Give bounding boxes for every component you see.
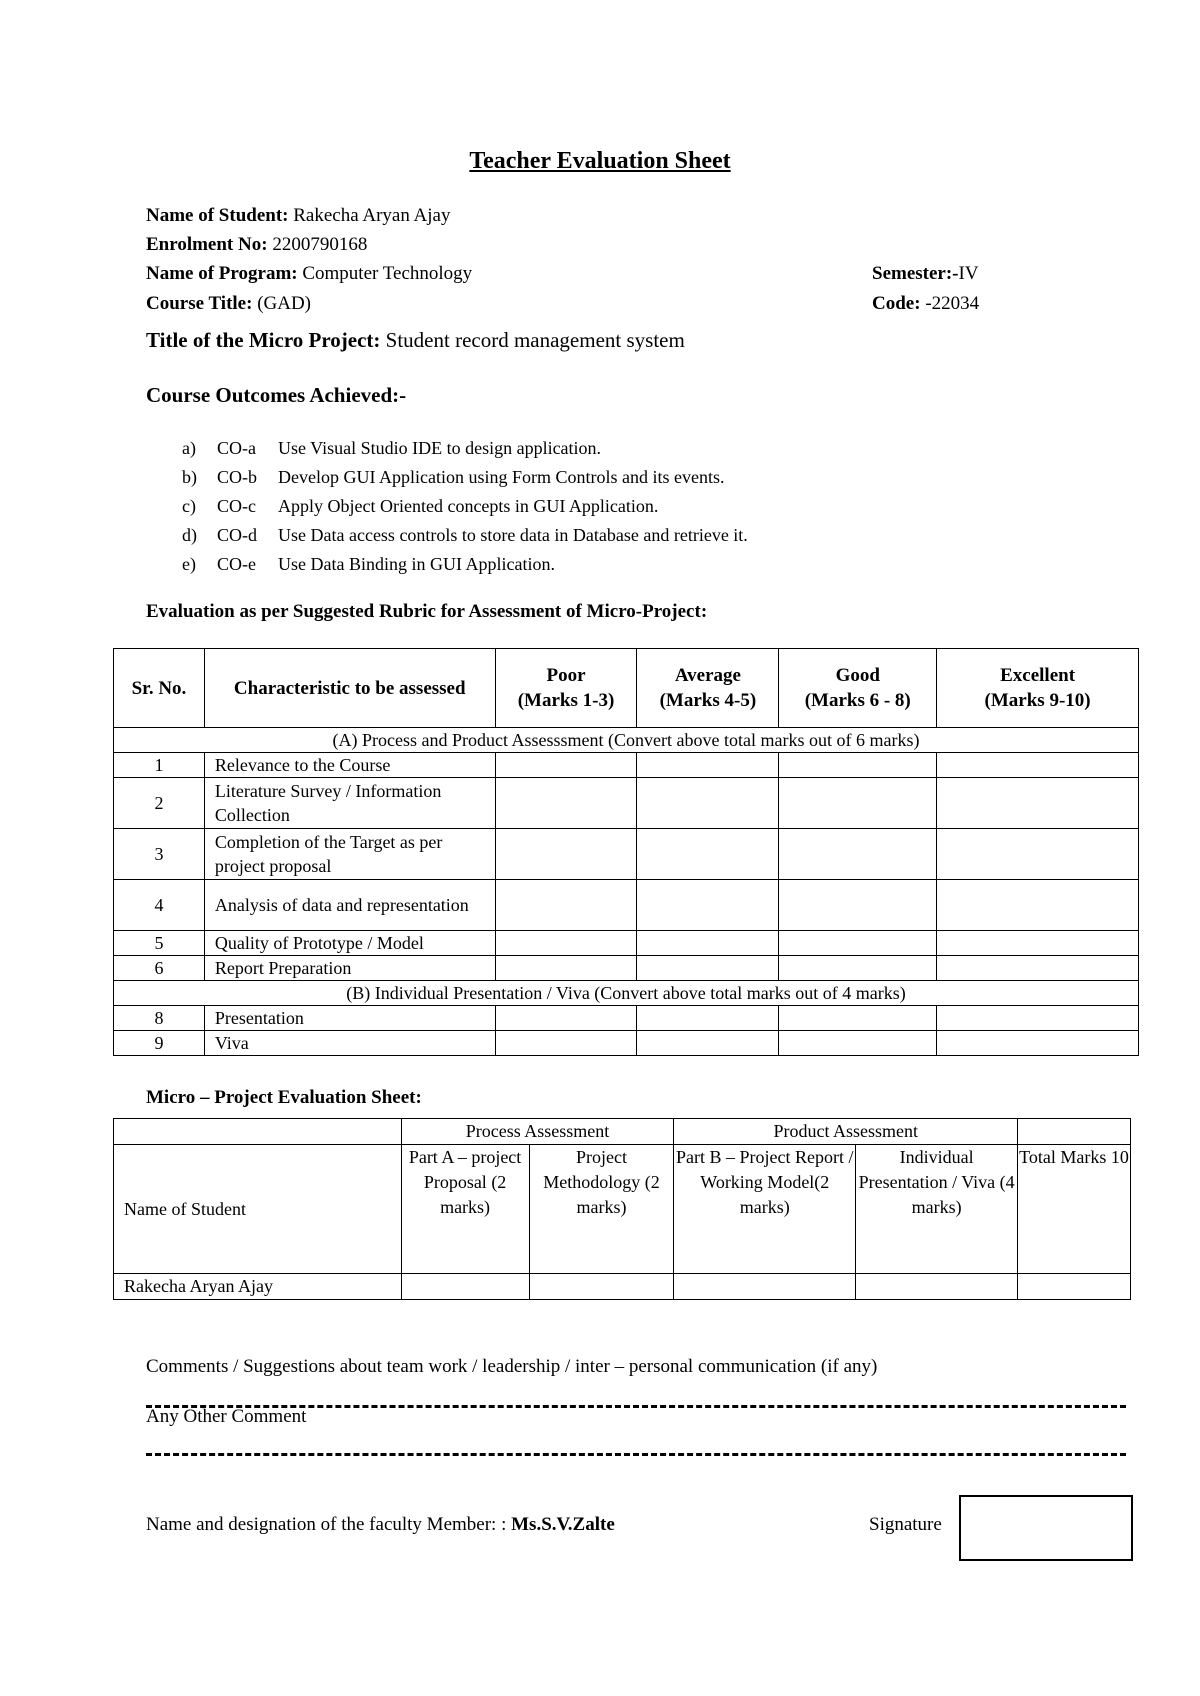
faculty-line (146, 1514, 615, 1536)
enrolment-value: 2200790168 (272, 234, 368, 255)
col-total: Total Marks 10 (1018, 1145, 1131, 1274)
course-line (146, 293, 311, 315)
student-name-cell: Rakecha Aryan Ajay (114, 1274, 402, 1300)
col-student-name: Name of Student (114, 1145, 402, 1274)
table-row: 9 Viva (114, 1031, 1139, 1056)
col-methodology: Project Methodology (2 marks) (529, 1145, 674, 1274)
other-comment-label: Any Other Comment (146, 1406, 307, 1427)
other-comment-dash-line (146, 1453, 1126, 1456)
faculty-name: Ms.S.V.Zalte (511, 1514, 615, 1535)
table-header-row (114, 649, 1139, 728)
table-row: 5 Quality of Prototype / Model (114, 931, 1139, 956)
project-title-label: Title of the Micro Project: (146, 328, 381, 352)
col-average: Average (Marks 4-5) (637, 649, 779, 728)
page-title: Teacher Evaluation Sheet (469, 148, 731, 174)
program-line (146, 263, 472, 285)
rubric-table (113, 648, 1139, 1056)
program-value: Computer Technology (302, 263, 473, 284)
table-row: 3 Completion of the Target as per project proposal (114, 829, 1139, 880)
signature-box[interactable] (959, 1495, 1133, 1561)
process-assessment-header: Process Assessment (401, 1119, 674, 1145)
table-row (114, 1274, 1131, 1300)
list-item: a) CO-a Use Visual Studio IDE to design application. (182, 438, 602, 458)
list-item: b) CO-b Develop GUI Application using Form Controls and its events. (182, 467, 725, 487)
section-a-row: (A) Process and Product Assesssment (Convert above total marks out of 6 marks) (114, 728, 1139, 753)
code-line (872, 293, 979, 315)
table-row: 4 Analysis of data and representation (114, 880, 1139, 931)
project-title-line (146, 328, 685, 353)
semester-value: IV (958, 263, 979, 284)
micro-heading: Micro – Project Evaluation Sheet: (146, 1087, 422, 1108)
col-part-a: Part A – project Proposal (2 marks) (401, 1145, 529, 1274)
student-name-label: Name of Student: (146, 205, 289, 226)
table-row: 1 Relevance to the Course (114, 753, 1139, 778)
list-item: e) CO-e Use Data Binding in GUI Application. (182, 554, 555, 574)
table-header-row (114, 1145, 1131, 1274)
code-value: -22034 (925, 293, 980, 314)
semester-line (872, 263, 979, 285)
signature-label: Signature (869, 1514, 942, 1535)
enrolment-label: Enrolment No: (146, 234, 268, 255)
project-title-value: Student record management system (385, 328, 685, 352)
list-item: c) CO-c Apply Object Oriented concepts in GUI Application. (182, 496, 659, 516)
col-characteristic: Characteristic to be assessed (204, 649, 495, 728)
col-excellent: Excellent (Marks 9-10) (937, 649, 1139, 728)
table-row: 6 Report Preparation (114, 956, 1139, 981)
col-individual: Individual Presentation / Viva (4 marks) (856, 1145, 1018, 1274)
list-item: d) CO-d Use Data access controls to store data in Database and retrieve it. (182, 525, 748, 545)
product-assessment-header: Product Assessment (674, 1119, 1018, 1145)
micro-evaluation-table (113, 1118, 1131, 1300)
faculty-label: Name and designation of the faculty Member: : (146, 1514, 507, 1535)
comments-label: Comments / Suggestions about team work / leadership / inter – personal communication (if any) (146, 1356, 878, 1377)
col-part-b: Part B – Project Report / Working Model(2 marks) (674, 1145, 856, 1274)
col-good: Good (Marks 6 - 8) (779, 649, 937, 728)
enrolment-line (146, 234, 367, 256)
table-row: 8 Presentation (114, 1006, 1139, 1031)
semester-label: Semester:- (872, 263, 959, 284)
section-b-row: (B) Individual Presentation / Viva (Convert above total marks out of 4 marks) (114, 981, 1139, 1006)
col-sr: Sr. No. (114, 649, 205, 728)
program-label: Name of Program: (146, 263, 298, 284)
outcomes-heading: Course Outcomes Achieved:- (146, 383, 407, 407)
col-poor: Poor (Marks 1-3) (495, 649, 637, 728)
table-row: 2 Literature Survey / Information Collection (114, 778, 1139, 829)
table-header-row (114, 1119, 1131, 1145)
outcomes-list (182, 434, 748, 579)
student-name-value: Rakecha Aryan Ajay (293, 205, 451, 226)
student-name-line (146, 205, 450, 227)
course-value: (GAD) (257, 293, 312, 314)
rubric-heading: Evaluation as per Suggested Rubric for Assessment of Micro-Project: (146, 601, 708, 622)
code-label: Code: (872, 293, 921, 314)
course-label: Course Title: (146, 293, 253, 314)
